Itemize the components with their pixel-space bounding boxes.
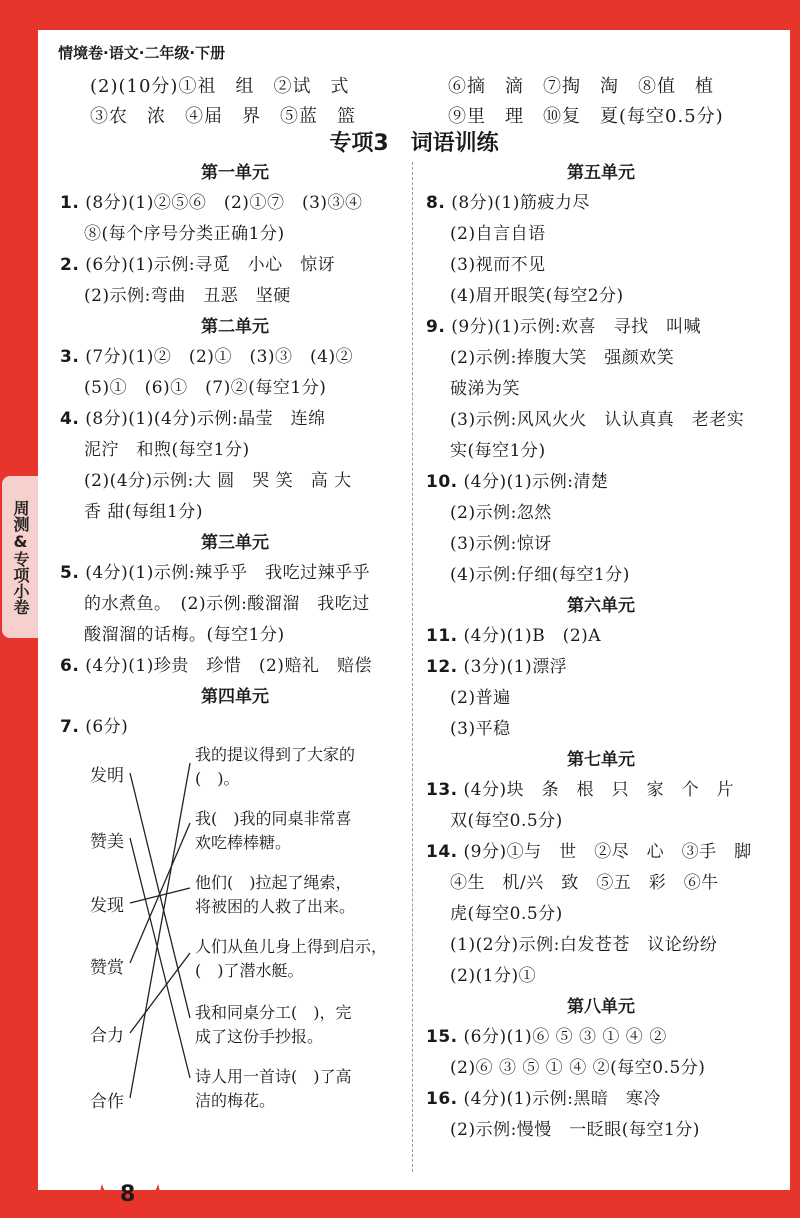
answer-line: 10. (4分)(1)示例:清楚: [426, 472, 609, 492]
answer-line: 2. (6分)(1)示例:寻觅 小心 惊讶: [60, 255, 336, 275]
answer-line: 7. (6分): [60, 717, 129, 737]
question-number: 3.: [60, 347, 80, 367]
question-number: 10.: [426, 472, 458, 492]
match-word: 合力: [90, 1026, 124, 1046]
answer-line: 13. (4分)块 条 根 只 家 个 片: [426, 780, 735, 800]
answer-line: 6. (4分)(1)珍贵 珍惜 (2)赔礼 赔偿: [60, 656, 372, 676]
match-sentence: 我和同桌分工( )，完 成了这份手抄报。: [195, 1003, 352, 1046]
answer-line: 12. (3分)(1)漂浮: [426, 657, 568, 677]
unit-heading: 第六单元: [567, 596, 635, 616]
match-line: [130, 953, 190, 1033]
answer-page: [38, 30, 790, 1207]
answer-line: (4)眉开眼笑(每空2分): [450, 286, 624, 306]
answer-line: (2)⑥ ③ ⑤ ① ④ ②(每空0.5分): [450, 1058, 706, 1078]
match-line: [130, 823, 190, 963]
answer-line: 香 甜(每组1分): [84, 502, 203, 522]
question-number: 15.: [426, 1027, 458, 1047]
match-sentence: 诗人用一首诗( )了高 洁的梅花。: [195, 1067, 352, 1110]
match-sentence: 我的提议得到了大家的 ( )。: [195, 745, 356, 788]
question-number: 16.: [426, 1089, 458, 1109]
answer-line: 14. (9分)①与 世 ②尽 心 ③手 脚: [426, 842, 752, 862]
column-divider: [412, 162, 413, 1172]
answer-line: (2)自言自语: [450, 224, 546, 244]
question-number: 11.: [426, 626, 458, 646]
answer-line: 虎(每空0.5分): [450, 904, 563, 924]
unit-heading: 第一单元: [201, 163, 269, 183]
answer-line: (2)普遍: [450, 688, 511, 708]
answer-line: (3)示例:惊讶: [450, 534, 552, 554]
answer-line: (4)示例:仔细(每空1分): [450, 565, 630, 585]
answer-line: 5. (4分)(1)示例:辣乎乎 我吃过辣乎乎: [60, 563, 371, 583]
answer-line: ⑧(每个序号分类正确1分): [84, 224, 285, 244]
answer-line: 3. (7分)(1)② (2)① (3)③ (4)②: [60, 347, 354, 367]
answer-line: (2)示例:忽然: [450, 503, 552, 523]
section-title: 专项3 词语训练: [329, 131, 499, 156]
question-number: 12.: [426, 657, 458, 677]
match-word: 赞赏: [90, 958, 124, 978]
top-right-line-1: ⑥摘 滴 ⑦掏 淘 ⑧值 植: [448, 76, 714, 97]
question-number: 1.: [60, 193, 80, 213]
answer-line: (2)(1分)①: [450, 966, 537, 986]
answer-line: (2)示例:弯曲 丑恶 坚硬: [84, 286, 291, 306]
answer-line: (2)示例:慢慢 一眨眼(每空1分): [450, 1120, 700, 1140]
unit-heading: 第八单元: [567, 997, 635, 1017]
match-line: [130, 838, 190, 1078]
match-line: [130, 763, 190, 1098]
left-column: [60, 158, 410, 1143]
answer-line: 破涕为笑: [450, 379, 520, 399]
answer-line: (2)(4分)示例:大 圆 哭 笑 高 大: [84, 471, 352, 491]
answer-line: 11. (4分)(1)B (2)A: [426, 626, 602, 646]
unit-heading: 第三单元: [201, 533, 269, 553]
question-number: 9.: [426, 317, 446, 337]
question-number: 6.: [60, 656, 80, 676]
answer-line: ④生 机/兴 致 ⑤五 彩 ⑥牛: [450, 873, 719, 893]
top-right-line-2: ⑨里 理 ⑩复 夏(每空0.5分): [448, 106, 724, 127]
answer-line: 的水煮鱼。 (2)示例:酸溜溜 我吃过: [84, 594, 370, 614]
answer-line: 实(每空1分): [450, 441, 546, 461]
question-number: 8.: [426, 193, 446, 213]
question-number: 13.: [426, 780, 458, 800]
unit-heading: 第七单元: [567, 750, 635, 770]
match-sentence: 人们从鱼儿身上得到启示， ( )了潜水艇。: [195, 937, 388, 980]
answer-line: 双(每空0.5分): [450, 811, 563, 831]
unit-heading: 第五单元: [567, 163, 635, 183]
answer-line: 1. (8分)(1)②⑤⑥ (2)①⑦ (3)③④: [60, 193, 363, 213]
answer-line: 泥泞 和煦(每空1分): [84, 440, 250, 460]
question-number: 4.: [60, 409, 80, 429]
page-number-badge: [90, 1178, 170, 1214]
answer-line: 8. (8分)(1)筋疲力尽: [426, 193, 590, 213]
top-left-line-2: ③农 浓 ④届 界 ⑤蓝 篮: [90, 106, 356, 127]
answer-line: 9. (9分)(1)示例:欢喜 寻找 叫喊: [426, 317, 702, 337]
answer-line: 酸溜溜的话梅。(每空1分): [84, 625, 285, 645]
question-number: 7.: [60, 717, 80, 737]
match-sentence: 我( )我的同桌非常喜 欢吃棒棒糖。: [195, 809, 352, 852]
answer-line: 15. (6分)(1)⑥ ⑤ ③ ① ④ ②: [426, 1027, 667, 1047]
unit-heading: 第四单元: [201, 687, 269, 707]
match-word: 赞美: [90, 832, 124, 852]
answer-line: 4. (8分)(1)(4分)示例:晶莹 连绵: [60, 409, 326, 429]
match-word: 合作: [90, 1092, 124, 1112]
match-word: 发明: [90, 766, 124, 786]
book-header: 情境卷·语文·二年级·下册: [58, 44, 226, 62]
matching-exercise: [60, 743, 410, 1143]
answer-line: 16. (4分)(1)示例:黑暗 寒冷: [426, 1089, 661, 1109]
answer-line: (3)示例:风风火火 认认真真 老老实: [450, 410, 745, 430]
answer-line: (2)示例:捧腹大笑 强颜欢笑: [450, 348, 675, 368]
answer-line: (3)视而不见: [450, 255, 546, 275]
question-number: 14.: [426, 842, 458, 862]
page-number: 8: [120, 1182, 136, 1207]
question-number: 5.: [60, 563, 80, 583]
answer-line: (1)(2分)示例:白发苍苍 议论纷纷: [450, 935, 718, 955]
answer-line: (5)① (6)① (7)②(每空1分): [84, 378, 327, 398]
right-column: [426, 158, 776, 1146]
match-sentence: 他们( )拉起了绳索， 将被困的人救了出来。: [195, 873, 356, 916]
unit-heading: 第二单元: [201, 317, 269, 337]
match-line: [130, 888, 190, 903]
answer-line: (3)平稳: [450, 719, 511, 739]
top-left-line-1: (2)(10分)①祖 组 ②试 式: [90, 76, 350, 97]
match-word: 发现: [90, 896, 124, 916]
question-number: 2.: [60, 255, 80, 275]
side-tab: 周测&专项小卷: [2, 476, 38, 638]
